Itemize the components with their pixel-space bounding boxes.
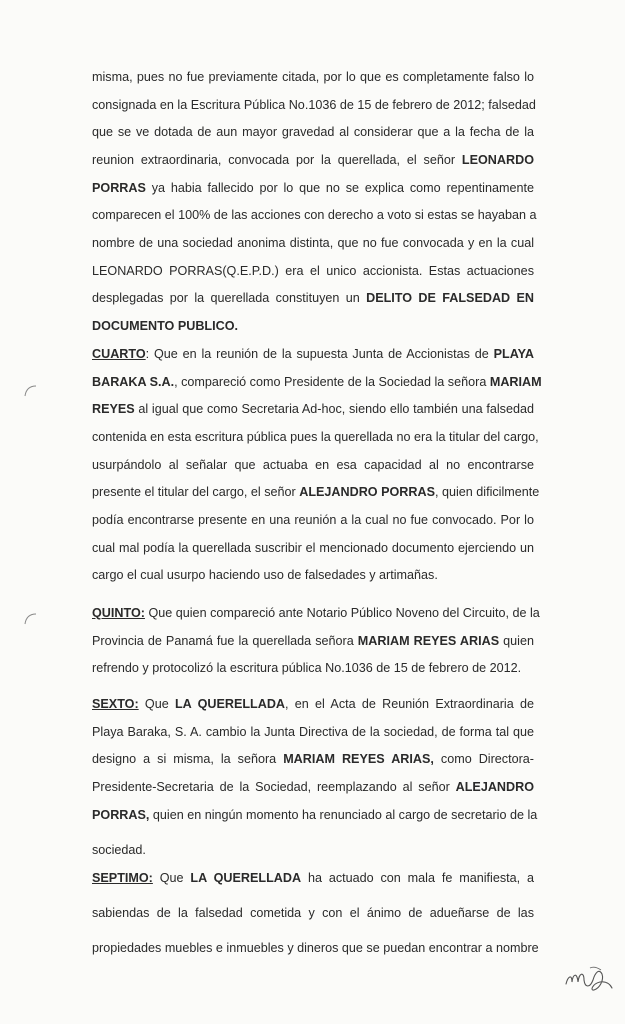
text-line: que se ve dotada de aun mayor gravedad al considerar que a la fecha de la xyxy=(92,125,534,139)
text-line: reunion extraordinaria, convocada por la querellada, el señor LEONARDO xyxy=(92,153,534,167)
text-line: usurpándolo al señalar que actuaba en esa capacidad al no encontrarse xyxy=(92,458,534,472)
text-line: presente el titular del cargo, el señor ALEJANDRO PORRAS, quien dificilmente xyxy=(92,485,540,499)
text-line: comparecen el 100% de las acciones con derecho a voto si estas se hayaban a xyxy=(92,208,537,222)
text-line: cargo el cual usurpo haciendo uso de falsedades y artimañas. xyxy=(92,568,438,582)
text-line: consignada en la Escritura Pública No.1036 de 15 de febrero de 2012; falsedad xyxy=(92,98,536,112)
text-line: designo a si misma, la señora MARIAM REYES ARIAS, como Directora- xyxy=(92,752,534,766)
section-quinto: QUINTO: Que quien compareció ante Notario Público Noveno del Circuito, de la xyxy=(92,606,540,620)
text-line: misma, pues no fue previamente citada, por lo que es completamente falso lo xyxy=(92,70,534,84)
text-line: desplegadas por la querellada constituyen un DELITO DE FALSEDAD EN xyxy=(92,291,534,305)
section-sexto: SEXTO: Que LA QUERELLADA, en el Acta de Reunión Extraordinaria de xyxy=(92,697,534,711)
text-line: propiedades muebles e inmuebles y dineros que se puedan encontrar a nombre xyxy=(92,941,539,955)
text-line: podía encontrarse presente en una reunión a la cual no fue convocado. Por lo xyxy=(92,513,534,527)
text-line: Playa Baraka, S. A. cambio la Junta Directiva de la sociedad, de forma tal que xyxy=(92,725,534,739)
text-line: cual mal podía la querellada suscribir el mencionado documento ejerciendo un xyxy=(92,541,534,555)
text-line: BARAKA S.A., compareció como Presidente de la Sociedad la señora MARIAM xyxy=(92,375,542,389)
text-line: refrendo y protocolizó la escritura pública No.1036 de 15 de febrero de 2012. xyxy=(92,661,522,675)
text-line: PORRAS, quien en ningún momento ha renunciado al cargo de secretario de la xyxy=(92,808,538,822)
text-line: sociedad. xyxy=(92,843,146,857)
text-line: Provincia de Panamá fue la querellada señora MARIAM REYES ARIAS quien xyxy=(92,634,534,648)
text-line: contenida en esta escritura pública pues la querellada no era la titular del cargo, xyxy=(92,430,539,444)
text-line: LEONARDO PORRAS(Q.E.P.D.) era el unico accionista. Estas actuaciones xyxy=(92,264,534,278)
margin-mark-icon xyxy=(22,612,38,626)
signature-initials xyxy=(560,958,616,998)
text-line: DOCUMENTO PUBLICO. xyxy=(92,319,238,333)
section-cuarto: CUARTO: Que en la reunión de la supuesta Junta de Accionistas de PLAYA xyxy=(92,347,534,361)
margin-mark-icon xyxy=(22,384,38,398)
text-line: PORRAS ya habia fallecido por lo que no se explica como repentinamente xyxy=(92,181,534,195)
text-line: sabiendas de la falsedad cometida y con el ánimo de adueñarse de las xyxy=(92,906,534,920)
text-line: REYES al igual que como Secretaria Ad-hoc, siendo ello también una falsedad xyxy=(92,402,534,416)
section-septimo: SEPTIMO: Que LA QUERELLADA ha actuado con mala fe manifiesta, a xyxy=(92,871,534,885)
text-line: Presidente-Secretaria de la Sociedad, reemplazando al señor ALEJANDRO xyxy=(92,780,534,794)
text-line: nombre de una sociedad anonima distinta, que no fue convocada y en la cual xyxy=(92,236,534,250)
